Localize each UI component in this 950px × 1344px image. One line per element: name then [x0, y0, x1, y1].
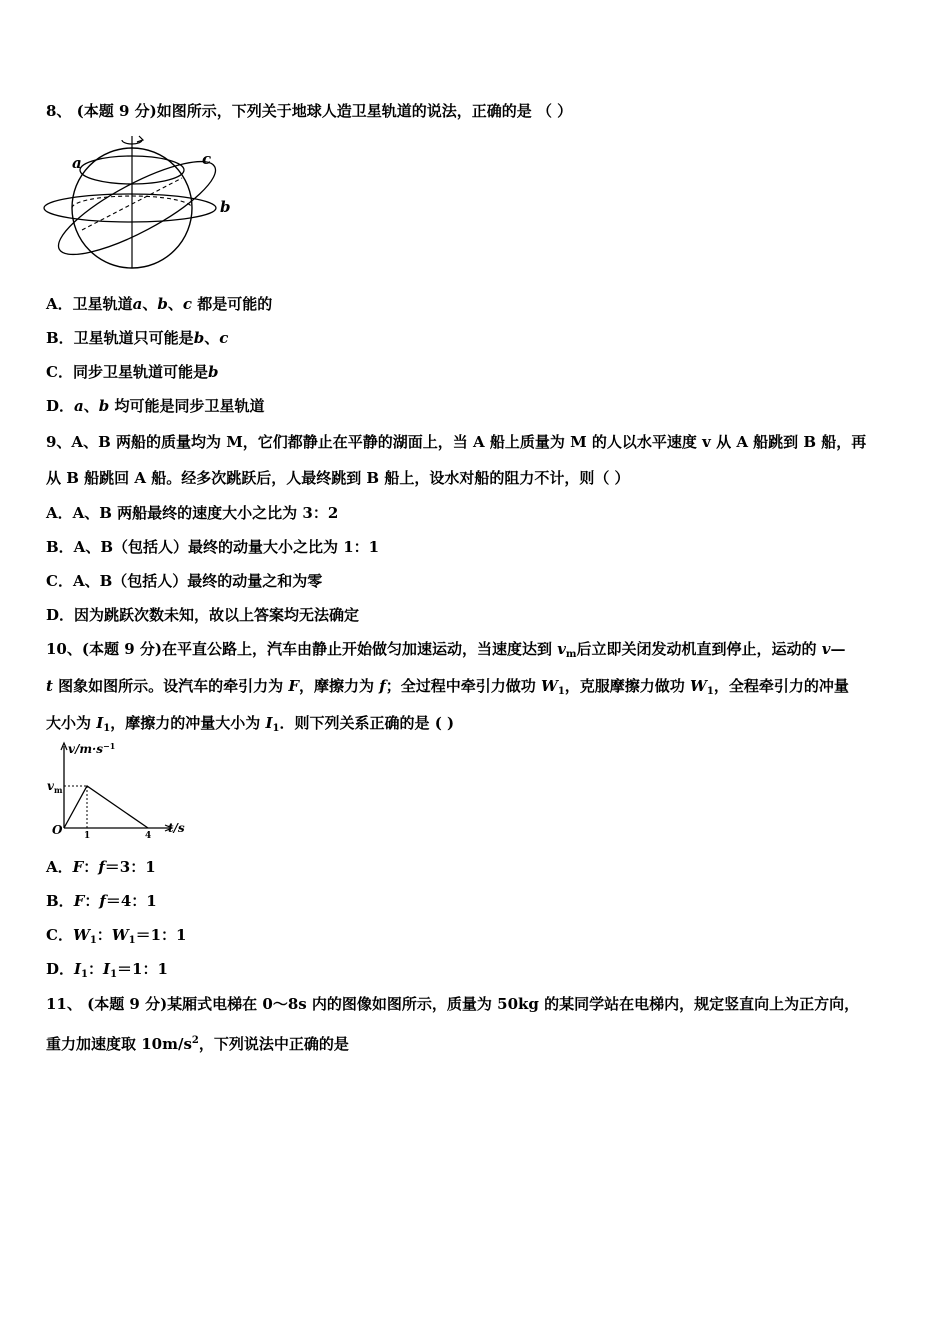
x-axis-label: t/s [168, 821, 185, 835]
q10-option-a[interactable]: A．F：f＝3：1 [46, 858, 156, 876]
q8-option-a[interactable]: A．卫星轨道a、b、c 都是可能的 [46, 295, 273, 313]
origin-label: O [52, 823, 63, 837]
q9-stem-line2: 从 B 船跳回 A 船。经多次跳跃后，人最终跳到 B 船上，设水对船的阻力不计，则（ ） [46, 469, 630, 487]
vm-label: $v_m$ [47, 779, 63, 795]
q8-option-b[interactable]: B．卫星轨道只可能是b、c [46, 329, 229, 347]
q9-stem-line1: 9、A、B 两船的质量均为 M，它们都静止在平静的湖面上，当 A 船上质量为 M 的人以水平速度 v 从 A 船跳到 B 船，再 [46, 433, 867, 451]
q10-stem-line1: 10、(本题 9 分)在平直公路上，汽车由静止开始做匀加速运动，当速度达到 $v_m$后立即关闭发动机直到停止，运动的 v— [46, 640, 846, 660]
q10-option-c[interactable]: C．$W_1$：$W_1=1$：1 [46, 926, 187, 946]
orbit-b [44, 194, 216, 222]
q10-stem-line3: 大小为 $I_1$，摩擦力的冲量大小为 $I_1$．则下列关系正确的是 ( ) [46, 714, 455, 734]
y-axis-label: $v/m\cdot s^{-1}$ [68, 741, 116, 756]
q9-option-a[interactable]: A．A、B 两船最终的速度大小之比为 3：2 [46, 504, 339, 522]
q10-stem-line2: t 图象如图所示。设汽车的牵引力为 F，摩擦力为 f；全过程中牵引力做功 $W_1$，克服摩擦力做功 $W_1$，全程牵引力的冲量 [46, 677, 849, 697]
q9-option-d[interactable]: D．因为跳跃次数未知，故以上答案均无法确定 [46, 606, 360, 624]
q8-option-d[interactable]: D．a、b 均可能是同步卫星轨道 [46, 397, 265, 415]
q8-option-c[interactable]: C．同步卫星轨道可能是b [46, 363, 219, 381]
q9-option-b[interactable]: B．A、B（包括人）最终的动量大小之比为 1：1 [46, 538, 380, 556]
q8-stem: 8、 (本题 9 分)如图所示，下列关于地球人造卫星轨道的说法，正确的是 （ ） [46, 102, 573, 120]
tick-4: 4 [145, 831, 152, 840]
label-b: b [220, 198, 231, 216]
earth-orbit-figure [42, 130, 232, 270]
q9-option-c[interactable]: C．A、B（包括人）最终的动量之和为零 [46, 572, 323, 590]
label-c: c [202, 150, 212, 168]
q10-option-d[interactable]: D．$I_1$：$I_1=1$：1 [46, 960, 168, 980]
vt-line [64, 786, 148, 828]
q11-stem-line2: 重力加速度取 $10m/s^2$，下列说法中正确的是 [46, 1035, 349, 1053]
vt-graph [44, 740, 194, 840]
q11-stem-line1: 11、 (本题 9 分)某厢式电梯在 0～8s 内的图像如图所示，质量为 50kg 的某同学站在电梯内，规定竖直向上为正方向， [46, 995, 860, 1013]
tick-1: 1 [84, 831, 91, 840]
q10-option-b[interactable]: B．F：f＝4：1 [46, 892, 157, 910]
label-a: a [72, 154, 82, 172]
